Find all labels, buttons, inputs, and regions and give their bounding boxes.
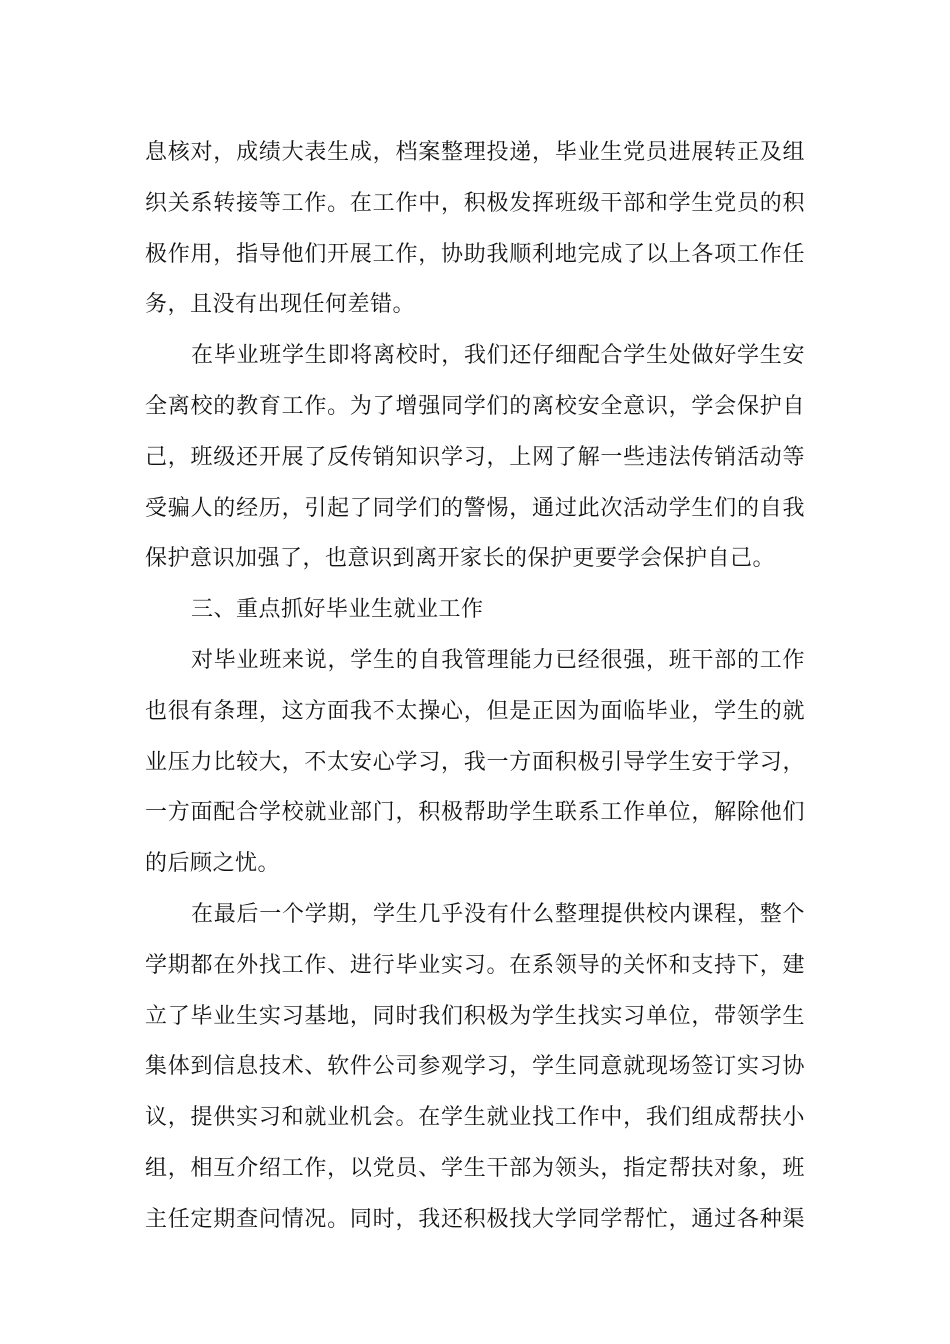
text-line: 一方面配合学校就业部门，积极帮助学生联系工作单位，解除他们 <box>145 800 805 826</box>
text-line: 业压力比较大，不太安心学习，我一方面积极引导学生安于学习， <box>145 749 805 775</box>
text-line: 主任定期查问情况。同时，我还积极找大学同学帮忙，通过各种渠 <box>145 1206 805 1232</box>
text-line: 全离校的教育工作。为了增强同学们的离校安全意识，学会保护自 <box>145 393 805 419</box>
text-line: 也很有条理，这方面我不太操心，但是正因为面临毕业，学生的就 <box>145 698 805 724</box>
text-line: 在毕业班学生即将离校时，我们还仔细配合学生处做好学生安 <box>191 343 805 369</box>
document-body <box>145 128 805 1246</box>
text-line: 集体到信息技术、软件公司参观学习，学生同意就现场签订实习协 <box>145 1054 805 1080</box>
text-line: 立了毕业生实习基地，同时我们积极为学生找实习单位，带领学生 <box>145 1003 805 1029</box>
text-line: 议，提供实习和就业机会。在学生就业找工作中，我们组成帮扶小 <box>145 1105 805 1131</box>
text-line: 学期都在外找工作、进行毕业实习。在系领导的关怀和支持下，建 <box>145 952 805 978</box>
text-line: 在最后一个学期，学生几乎没有什么整理提供校内课程，整个 <box>191 901 805 927</box>
paragraph <box>145 636 805 890</box>
text-line: 保护意识加强了，也意识到离开家长的保护更要学会保护自己。 <box>145 546 776 572</box>
text-line: 极作用，指导他们开展工作，协助我顺利地完成了以上各项工作任 <box>145 241 805 267</box>
text-line: 织关系转接等工作。在工作中，积极发挥班级干部和学生党员的积 <box>145 190 805 216</box>
text-line: 的后顾之忧。 <box>145 851 281 877</box>
heading-line: 三、重点抓好毕业生就业工作 <box>191 597 484 623</box>
text-line: 息核对，成绩大表生成，档案整理投递，毕业生党员进展转正及组 <box>145 140 805 165</box>
text-line: 受骗人的经历，引起了同学们的警惕，通过此次活动学生们的自我 <box>145 495 805 521</box>
text-line: 务，且没有出现任何差错。 <box>145 292 416 318</box>
paragraph-continuation <box>145 128 805 331</box>
text-line: 己，班级还开展了反传销知识学习，上网了解一些违法传销活动等 <box>145 444 805 470</box>
section-heading <box>145 585 805 636</box>
paragraph <box>145 890 805 1246</box>
text-line: 对毕业班来说，学生的自我管理能力已经很强，班干部的工作 <box>191 647 805 673</box>
paragraph <box>145 331 805 585</box>
text-line: 组，相互介绍工作，以党员、学生干部为领头，指定帮扶对象，班 <box>145 1155 805 1181</box>
